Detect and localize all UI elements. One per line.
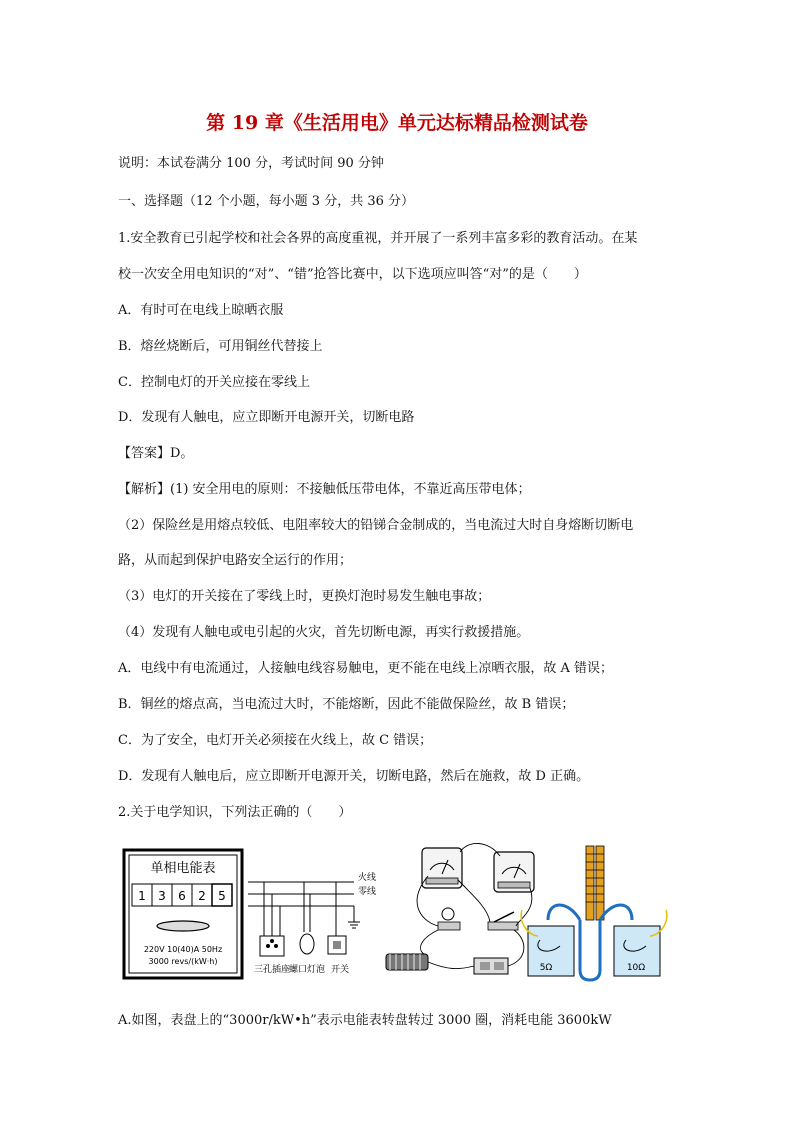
meter-digit-5: 5 xyxy=(218,889,226,903)
live-wire-label: 火线 xyxy=(358,873,377,883)
switch-label: 开关 xyxy=(330,965,350,975)
u-tube-left xyxy=(586,846,594,920)
meter-disk xyxy=(157,921,209,931)
neutral-wire-label: 零线 xyxy=(358,887,377,897)
page-title: 第 19 章《生活用电》单元达标精品检测试卷 xyxy=(206,112,588,134)
meter-spec-line2: 3000 revs/(kW·h) xyxy=(148,957,218,966)
meter-digit-1: 1 xyxy=(138,889,146,903)
u-tube-right xyxy=(596,846,604,920)
resistor-5-label: 5Ω xyxy=(539,963,553,973)
q1-option-a: A．有时可在电线上晾晒衣服 xyxy=(118,303,284,318)
lab-circuit xyxy=(386,843,534,974)
q1-option-b: B．熔丝烧断后，可用铜丝代替接上 xyxy=(118,339,323,354)
lamp-icon xyxy=(300,934,314,954)
meter-title: 单相电能表 xyxy=(150,861,216,876)
socket-label: 三孔插座 xyxy=(253,965,291,975)
meter-digit-3: 6 xyxy=(178,889,186,903)
meter-digit-2: 3 xyxy=(158,889,166,903)
rheostat-icon xyxy=(386,954,428,970)
bulb-icon xyxy=(442,908,454,920)
q2-option-a: A.如图，表盘上的“3000r/kW•h”表示电能表转盘转过 3000 圈，消耗电能 3600kW xyxy=(118,1013,612,1028)
q1-answer: 【答案】D。 xyxy=(118,446,194,461)
heating-apparatus xyxy=(521,846,667,980)
q1-explain-b: B．铜丝的熔点高，当电流过大时，不能熔断，因此不能做保险丝，故 B 错误； xyxy=(118,697,575,712)
q1-stem-line2: 校一次安全用电知识的“对”、“错”抢答比赛中，以下选项应叫答“对”的是（ ） xyxy=(118,267,587,282)
q1-option-d: D．发现有人触电，应立即断开电源开关，切断电路 xyxy=(118,410,415,425)
q1-explain-a: A．电线中有电流通过，人接触电线容易触电，更不能在电线上凉晒衣服，故 A 错误； xyxy=(118,661,614,676)
q1-analysis-2b: 路，从而起到保护电路安全运行的作用； xyxy=(118,553,353,568)
q2-stem: 2.关于电学知识，下列法正确的（ ） xyxy=(118,805,352,820)
exam-note: 说明：本试卷满分 100 分，考试时间 90 分钟 xyxy=(118,156,384,171)
q1-analysis-2a: （2）保险丝是用熔点较低、电阻率较大的铅锑合金制成的，当电流过大时自身熔断切断电 xyxy=(118,518,634,533)
knife-switch-icon xyxy=(488,922,518,930)
meter-digit-4: 2 xyxy=(198,889,206,903)
household-wiring xyxy=(248,871,376,975)
resistor-10-label: 10Ω xyxy=(626,963,646,973)
q1-option-c: C．控制电灯的开关应接在零线上 xyxy=(118,375,310,390)
lamp-label: 螺口灯泡 xyxy=(288,965,326,975)
q1-analysis-1: 【解析】(1) 安全用电的原则：不接触低压带电体，不靠近高压带电体； xyxy=(118,482,531,497)
q2-figure xyxy=(118,840,678,990)
q1-explain-d: D．发现有人触电后，应立即断开电源开关，切断电路，然后在施救，故 D 正确。 xyxy=(118,769,590,784)
q1-explain-c: C．为了安全，电灯开关必须接在火线上，故 C 错误； xyxy=(118,733,433,748)
q1-stem-line1: 1.安全教育已引起学校和社会各界的高度重视，并开展了一系列丰富多彩的教育活动。在某 xyxy=(118,231,638,246)
electric-meter xyxy=(124,850,242,978)
meter-spec-line1: 220V 10(40)A 50Hz xyxy=(143,945,223,954)
section-heading: 一、选择题（12 个小题，每小题 3 分，共 36 分） xyxy=(118,194,415,209)
q1-analysis-3: （3）电灯的开关接在了零线上时，更换灯泡时易发生触电事故； xyxy=(118,589,491,604)
q1-analysis-4: （4）发现有人触电或电引起的火灾，首先切断电源，再实行救援措施。 xyxy=(118,625,530,640)
